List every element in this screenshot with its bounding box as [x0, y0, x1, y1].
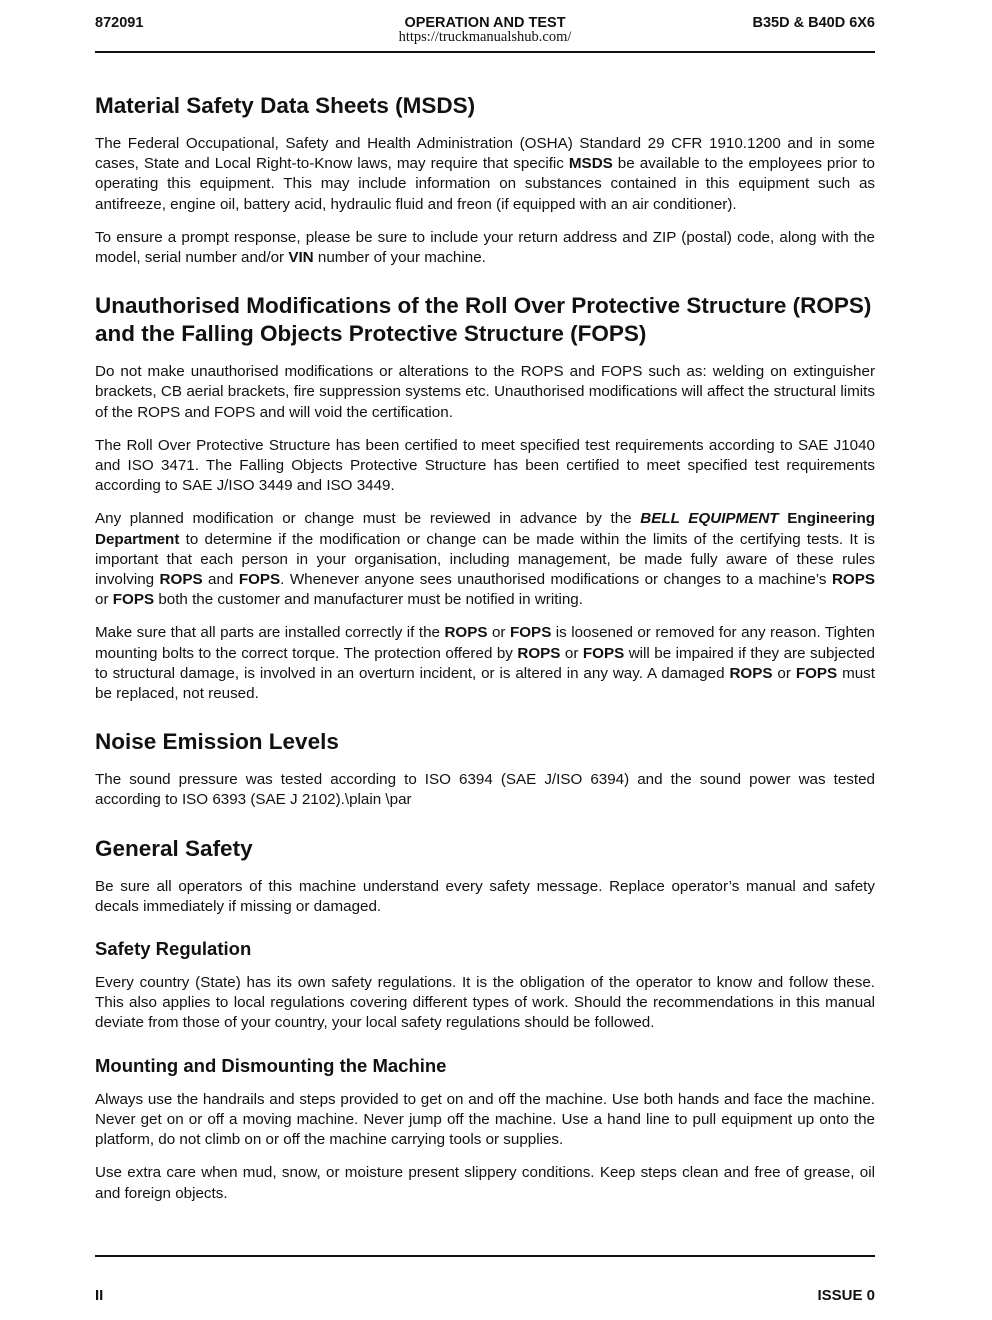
page-number: II — [95, 1287, 104, 1304]
mounting-paragraph-2: Use extra care when mud, snow, or moisture present slippery conditions. Keep steps clean and free of grease, oil and foreign objects. — [95, 1164, 875, 1202]
issue-label: ISSUE 0 — [817, 1287, 875, 1304]
document-number: 872091 — [95, 15, 144, 31]
section-title: OPERATION AND TEST — [404, 15, 566, 31]
footer-rule — [95, 1255, 875, 1257]
mounting-paragraph-1: Always use the handrails and steps provided to get on and off the machine. Use both hands and face the machine. Never get on or off a moving machine. Never jump off the machine. Use a hand line to pull equipment up onto the platform, do not climb on or off the machine carrying tools or supplies. — [95, 1090, 875, 1149]
rops-heading: Unauthorised Modifications of the Roll Over Protective Structure (ROPS) and the Falling Objects Protective Structure (FOPS) — [95, 293, 872, 347]
header-rule — [95, 51, 875, 53]
msds-paragraph-1: The Federal Occupational, Safety and Health Administration (OSHA) Standard 29 CFR 1910.1200 and in some cases, State and Local Right-to-Know laws, may require that specific MSDS be available to the employees prior to operating this equipment. This may include information on substances contained in this equipment such as antifreeze, engine oil, battery acid, hydraulic fluid and freon (if equipped with an air conditioner). — [95, 135, 875, 213]
msds-heading: Material Safety Data Sheets (MSDS) — [95, 93, 476, 118]
page-content — [95, 92, 875, 1217]
msds-paragraph-2: To ensure a prompt response, please be sure to include your return address and ZIP (postal) code, along with the model, serial number and/or VIN number of your machine. — [95, 228, 875, 267]
rops-paragraph-2: The Roll Over Protective Structure has been certified to meet specified test requirements according to SAE J1040 and ISO 3471. The Falling Objects Protective Structure has been certified to meet specified test requirements according to SAE J/ISO 3449 and ISO 3449. — [95, 436, 875, 495]
noise-paragraph: The sound pressure was tested according to ISO 6394 (SAE J/ISO 6394) and the sound power was tested according to ISO 6393 (SAE J 2102).\plain \par — [95, 771, 875, 809]
page-header — [95, 13, 875, 49]
model-name: B35D & B40D 6X6 — [752, 15, 875, 31]
mounting-heading: Mounting and Dismounting the Machine — [95, 1054, 447, 1076]
rops-paragraph-4: Make sure that all parts are installed correctly if the ROPS or FOPS is loosened or removed for any reason. Tighten mounting bolts to the correct torque. The protection offered by ROPS or FOPS will be impaired if they are subjected to structural damage, is involved in an overturn incident, or is altered in any way. A damaged ROPS or FOPS must be replaced, not reused. — [95, 624, 876, 703]
noise-heading: Noise Emission Levels — [95, 729, 339, 755]
safety-regulation-heading: Safety Regulation — [95, 938, 252, 960]
general-safety-paragraph: Be sure all operators of this machine understand every safety message. Replace operator’s manual and safety decals immediately if missing or damaged. — [95, 877, 875, 915]
safety-regulation-paragraph: Every country (State) has its own safety regulations. It is the obligation of the operator to know and follow these. This also applies to local regulations covering different types of work. Should the recommendations in this manual deviate from those of your country, your local safety regulations should be followed. — [95, 974, 875, 1032]
rops-paragraph-1: Do not make unauthorised modifications or alterations to the ROPS and FOPS such as: welding on extinguisher brackets, CB aerial brackets, fire suppression systems etc. Unauthorised modifications will affect the structural limits of the ROPS and FOPS and will void the certification. — [95, 363, 875, 421]
source-url[interactable]: https://truckmanualshub.com/ — [398, 29, 572, 45]
manual-page — [95, 0, 875, 1320]
rops-paragraph-3: Any planned modification or change must be reviewed in advance by the BELL EQUIPMENT Engineering Department to determine if the modification or change can be made within the limits of the certifying tests. It is important that each person in your organisation, including management, be made fully aware of these rules involving ROPS and FOPS. Whenever anyone sees unauthorised modifications or changes to a machine’s ROPS or FOPS both the customer and manufacturer must be notified in writing. — [95, 510, 875, 609]
general-safety-heading: General Safety — [95, 835, 253, 861]
